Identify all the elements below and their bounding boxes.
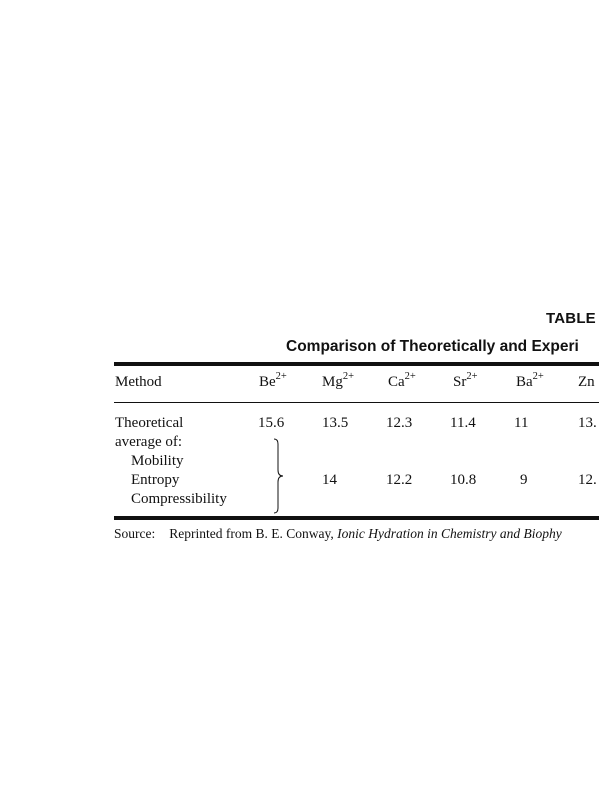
ion-charge: 2+ [342,371,355,382]
row-average-label: average of: [115,434,183,450]
header-method: Method [115,374,162,390]
bottom-rule [114,516,599,520]
header-ion-sr [453,373,478,391]
sub-item-compressibility: Compressibility [131,491,227,507]
source-title: Ionic Hydration in Chemistry and Biophy [337,526,562,541]
header-ion-ca [388,373,416,391]
cell-average-sr: 10.8 [450,472,477,488]
ion-charge: 2+ [404,371,416,382]
cell-theoretical-ba: 11 [514,415,529,431]
table-caption: Comparison of Theoretically and Experi [286,338,579,355]
cell-average-zn: 12. [578,472,597,488]
header-rule [114,402,599,403]
header-ion-zn [578,373,595,391]
sub-item-entropy: Entropy [131,472,180,488]
right-brace [264,438,286,514]
cell-theoretical-mg: 13.5 [322,415,349,431]
table-label: TABLE [546,310,596,327]
ion-charge: 2+ [466,371,478,382]
ion-symbol: Mg [322,374,343,390]
ion-symbol: Be [259,374,276,390]
source-label: Source: [114,526,156,541]
cell-theoretical-ca: 12.3 [386,415,413,431]
header-ion-ba [516,373,544,391]
row-theoretical-label: Theoretical [115,415,184,431]
header-ion-be [259,373,287,391]
cell-theoretical-sr: 11.4 [450,415,476,431]
sub-item-mobility: Mobility [131,453,184,469]
source-note [114,526,562,542]
ion-symbol: Ba [516,374,533,390]
ion-charge: 2+ [532,371,544,382]
cell-average-ca: 12.2 [386,472,413,488]
cell-theoretical-zn: 13. [578,415,597,431]
source-text: Reprinted from B. E. Conway, [169,526,338,541]
ion-symbol: Ca [388,374,405,390]
cell-average-mg: 14 [322,472,337,488]
cell-average-ba: 9 [520,472,528,488]
top-rule [114,362,599,366]
cell-theoretical-be: 15.6 [258,415,285,431]
ion-charge: 2+ [275,371,287,382]
ion-symbol: Zn [578,374,595,390]
header-ion-mg [322,373,354,391]
ion-symbol: Sr [453,374,467,390]
